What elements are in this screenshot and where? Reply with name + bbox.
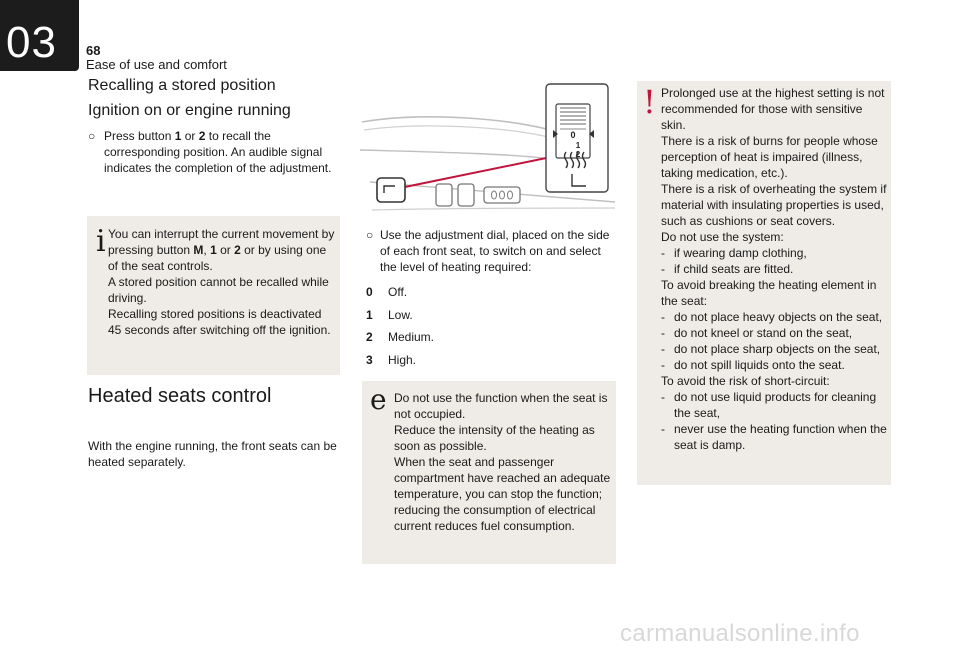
level-item: 3 High. [366,352,417,367]
heating-levels-list [366,284,434,374]
watermark: carmanualsonline.info [620,620,860,647]
info-note [87,216,340,375]
dial-label-0: 0 [570,130,576,140]
list-item: - never use the heating function when the seat is damp. [661,422,887,452]
heated-intro: With the engine running, the front seats can be heated separately. [88,439,337,469]
heated-seats-heading: Heated seats control [88,385,272,407]
info-text: You can interrupt the current movement by pressing button M, 1 or 2 or by using one of the seat controls. A stored position cannot be recalled while driving. Recalling stored positions is deactivated 45 seconds after switching off the ignition. [108,227,335,337]
list-item: - if wearing damp clothing, [661,246,807,260]
level-item: 0 Off. [366,285,408,299]
dial-label-1: 1 [575,141,581,150]
seat-dial-illustration [360,82,620,212]
warning-text: Prolonged use at the highest setting is not recommended for those with sensitive skin. There is a risk of burns for people whose perception of heat is impaired (illness, taking medication, etc.). There is a risk of overheating the system if material with insulating properties is used, such as cushions or seat covers. Do not use the system: - if wearing damp clothing, - if child seats are fitted. To avoid breaking the heating element in the seat: - do not place heavy objects on the seat, - do not kneel or stand on the seat, - do not place sharp objects on the seat, - do not spill liquids onto the seat. To avoid the risk of short-circuit: - do not use liquid products for cleaning the seat, - never use the heating function when the seat is damp. [661,85,889,453]
use-dial-bullet: ○ Use the adjustment dial, placed on the side of each front seat, to switch on and select the level of heating required: [366,228,610,274]
ignition-subheading: Ignition on or engine running [88,102,291,119]
eco-icon: e [370,383,387,416]
section-title: Ease of use and comfort [86,57,227,72]
chapter-number: 03 [6,18,57,67]
level-item: 1 Low. [366,307,413,322]
list-item: - do not kneel or stand on the seat, [661,326,853,340]
list-item: - do not place heavy objects on the seat, [661,310,883,324]
info-icon: i [96,224,106,259]
warning-note [637,81,891,485]
eco-text: Do not use the function when the seat is not occupied. Reduce the intensity of the heating as soon as possible. When the seat and passenger compartment have reached an adequate temperature, you can stop the function; reducing the consumption of electrical current reduces fuel consumption. [394,391,611,533]
recall-bullet: ○ Press button 1 or 2 to recall the corresponding position. An audible signal indicates the completion of the adjustment. [88,129,332,175]
list-item: - do not use liquid products for cleaning the seat, [661,390,877,420]
recall-heading: Recalling a stored position [88,77,276,94]
list-item: - do not place sharp objects on the seat, [661,342,881,356]
eco-note [362,381,616,564]
level-item: 2 Medium. [366,330,435,344]
page-number: 68 [86,43,101,58]
list-item: - if child seats are fitted. [661,262,794,276]
bullet-arrow-icon: ○ [88,129,96,143]
bullet-arrow-icon: ○ [366,228,374,242]
list-item: - do not spill liquids onto the seat. [661,358,845,372]
warning-icon: ! [643,83,656,121]
dial-label-2: 2 [575,150,581,159]
